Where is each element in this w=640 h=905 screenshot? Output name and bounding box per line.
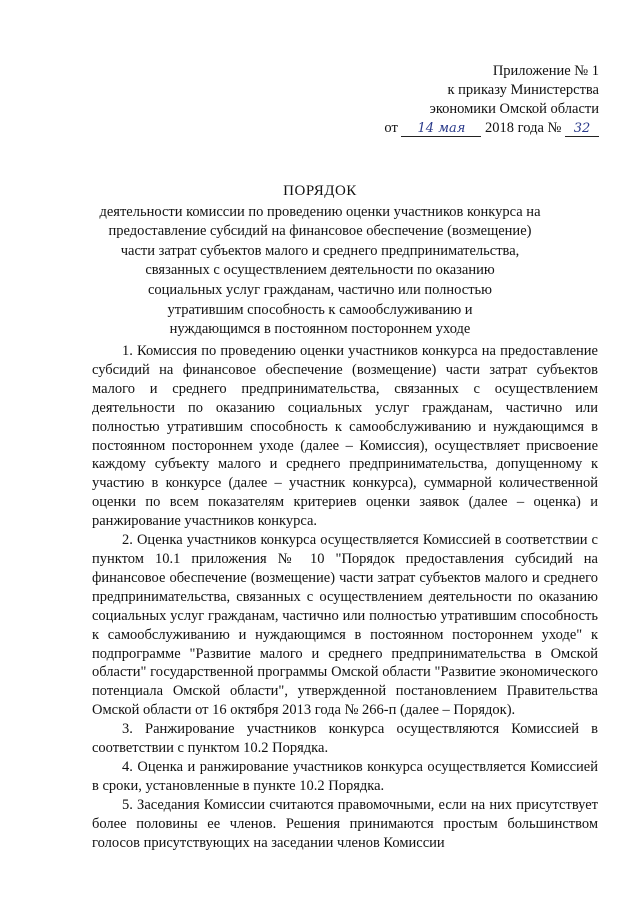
year-text: 2018 года № [485, 120, 562, 136]
handwritten-date: 14 мая [401, 122, 481, 137]
paragraph-4: 4. Оценка и ранжирование участников конкурса осуществляется Комиссией в сроки, установленные в пункте 10.2 Порядка. [92, 758, 598, 794]
paragraph-1: 1. Комиссия по проведению оценки участников конкурса на предоставление субсидий на финансовое обеспечение (возмещение) части затрат субъектов малого и среднего предпринимательства, связанных с осуществлением деятельности по оказанию социальных услуг гражданам, частично или полностью утратившим способность к самообслуживанию и нуждающимся в постоянном постороннем уходе (далее – Комиссия), осуществляет присвоение каждому субъекту малого и среднего предпринимательства, допущенному к участию в конкурсе (далее – участник конкурса), суммарной количественной оценки по всем показателям критериев оценки заявок (далее – оценка) и ранжирование участников конкурса. [92, 343, 598, 530]
handwritten-number: 32 [565, 122, 599, 137]
paragraph-3: 3. Ранжирование участников конкурса осуществляются Комиссией в соответствии с пунктом 10.2 Порядка. [92, 721, 598, 757]
appendix-ministry: экономики Омской области [429, 101, 599, 117]
appendix-header [384, 62, 599, 138]
title-line: утратившим способность к самообслуживанию и [167, 301, 473, 318]
paragraph-2: 2. Оценка участников конкурса осуществляется Комиссией в соответствии с пунктом 10.1 приложения № 10 "Порядок предоставления субсидий на финансовое обеспечение (возмещение) части затрат субъектов малого и среднего предпринимательства, связанных с осуществлением деятельности по оказанию социальных услуг гражданам, частично или полностью утратившим способность к самообслуживанию и нуждающимся в постоянном постороннем уходе" к подпрограмме "Развитие малого и среднего предпринимательства в Омской области" государственной программы Омской области "Развитие экономического потенциала Омской области", утвержденной постановлением Правительства Омской области от 16 октября 2013 года № 266-п (далее – Порядок). [92, 532, 598, 719]
title-line: нуждающимся в постоянном постороннем уходе [169, 321, 471, 338]
document-body [92, 342, 598, 852]
appendix-order-ref: к приказу Министерства [447, 82, 599, 98]
title-line: связанных с осуществлением деятельности по оказанию [145, 262, 495, 279]
title-line: деятельности комиссии по проведению оценки участников конкурса на [99, 203, 541, 220]
document-title [95, 182, 545, 340]
title-line: части затрат субъектов малого и среднего предпринимательства, [120, 242, 520, 259]
appendix-date-line [384, 119, 599, 138]
date-prefix: от [384, 120, 398, 136]
title-line: предоставление субсидий на финансовое обеспечение (возмещение) [108, 223, 532, 240]
title-line: социальных услуг гражданам, частично или полностью [147, 281, 493, 298]
appendix-number: Приложение № 1 [492, 63, 599, 79]
title-heading: ПОРЯДОК [283, 183, 357, 199]
paragraph-5: 5. Заседания Комиссии считаются правомочными, если на них присутствует более половины ее членов. Решения принимаются простым большинством голосов присутствующих на заседании членов Комиссии [92, 796, 598, 851]
